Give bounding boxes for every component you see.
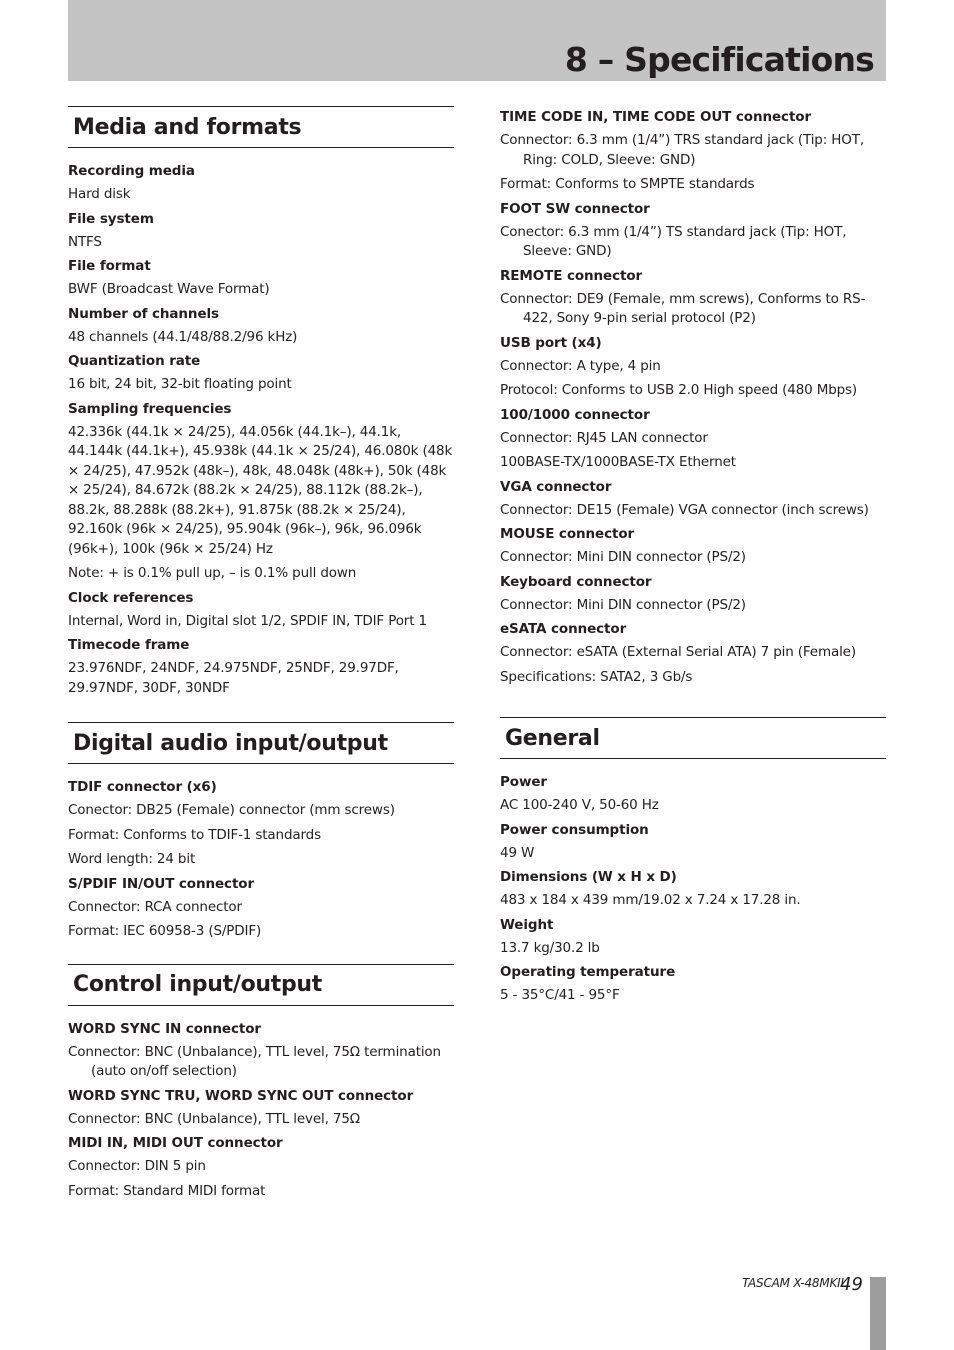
spec-label: Quantization rate <box>68 353 201 369</box>
spec-value: 49 W <box>500 844 535 861</box>
section-heading-box <box>68 106 454 148</box>
spec-value: Connector: BNC (Unbalance), TTL level, 75Ω <box>68 1110 360 1127</box>
spec-value: 16 bit, 24 bit, 32-bit floating point <box>68 376 292 392</box>
spec-value: Word length: 24 bit <box>68 851 196 867</box>
footer-tab-bar <box>870 1277 886 1350</box>
spec-value: Note: + is 0.1% pull up, – is 0.1% pull down <box>68 565 357 581</box>
spec-value: Connector: Mini DIN connector (PS/2) <box>500 549 746 565</box>
section-heading: General <box>505 725 600 751</box>
spec-value: Connector: 6.3 mm (1/4”) TRS standard jack (Tip: HOT, Ring: COLD, Sleeve: GND) <box>500 132 864 168</box>
spec-label: eSATA connector <box>500 621 627 637</box>
spec-label: S/PDIF IN/OUT connector <box>68 875 255 892</box>
spec-label: Clock references <box>68 589 194 606</box>
spec-label: Keyboard connector <box>500 573 652 590</box>
spec-label: Weight <box>500 916 554 933</box>
section-heading-box <box>500 717 886 759</box>
spec-label: WORD SYNC TRU, WORD SYNC OUT connector <box>68 1087 414 1104</box>
spec-label: VGA connector <box>500 478 612 495</box>
spec-label: Sampling frequencies <box>68 400 232 417</box>
spec-value: Format: Conforms to TDIF-1 standards <box>68 826 321 843</box>
spec-value: Hard disk <box>68 186 131 202</box>
spec-value: Protocol: Conforms to USB 2.0 High speed (480 Mbps) <box>500 382 858 398</box>
spec-value: 42.336k (44.1k × 24/25), 44.056k (44.1k–), 44.1k, 44.144k (44.1k+), 45.938k (44.1k × 25/24), 46.080k (48k × 24/25), 47.952k (48k–), 48k, 48.048k (48k+), 50k (48k × 25/24), 84.672k (88.2k × 24/25), 88.112k (88.2k–), 88.2k, 88.288k (88.2k+), 91.875k (88.2k × 25/24), 92.160k (96k × 24/25), 95.904k (96k–), 96k, 96.096k (96k+), 100k (96k × 25/24) Hz <box>68 423 453 557</box>
spec-value: 13.7 kg/30.2 lb <box>500 939 600 956</box>
chapter-header-band <box>68 0 886 81</box>
spec-label: File format <box>68 258 151 274</box>
spec-value: 5 - 35°C/41 - 95°F <box>500 987 620 1003</box>
spec-value: Connector: A type, 4 pin <box>500 357 661 374</box>
spec-label: Dimensions (W x H x D) <box>500 869 677 885</box>
spec-value: Format: Standard MIDI format <box>68 1182 266 1199</box>
section-control-io <box>68 964 454 1202</box>
spec-label: MIDI IN, MIDI OUT connector <box>68 1135 283 1151</box>
spec-label: Timecode frame <box>68 637 190 653</box>
section-heading: Media and formats <box>73 114 302 140</box>
left-column <box>68 106 454 1206</box>
spec-label: Power consumption <box>500 821 649 838</box>
spec-value: 23.976NDF, 24NDF, 24.975NDF, 25NDF, 29.97DF, 29.97NDF, 30DF, 30NDF <box>68 660 399 696</box>
spec-label: 100/1000 connector <box>500 406 650 423</box>
right-column <box>500 108 886 1011</box>
spec-value: 483 x 184 x 439 mm/19.02 x 7.24 x 17.28 in. <box>500 892 801 908</box>
spec-value: AC 100-240 V, 50-60 Hz <box>500 797 659 813</box>
spec-value: 48 channels (44.1/48/88.2/96 kHz) <box>68 328 298 345</box>
spec-value: Format: IEC 60958-3 (S/PDIF) <box>68 923 262 939</box>
spec-value: BWF (Broadcast Wave Format) <box>68 281 270 297</box>
section-heading-box <box>68 722 454 764</box>
spec-value: Connector: BNC (Unbalance), TTL level, 75Ω termination (auto on/off selection) <box>68 1043 441 1079</box>
spec-label: Recording media <box>68 163 195 179</box>
chapter-title: 8 – Specifications <box>564 40 874 79</box>
spec-label: File system <box>68 210 154 227</box>
spec-value: NTFS <box>68 233 102 250</box>
spec-value: Conector: DB25 (Female) connector (mm screws) <box>68 802 395 818</box>
spec-label: MOUSE connector <box>500 526 635 542</box>
section-connectors-continued <box>500 108 886 687</box>
section-heading: Digital audio input/output <box>73 730 388 756</box>
spec-value: Conector: 6.3 mm (1/4”) TS standard jack (Tip: HOT, Sleeve: GND) <box>500 223 847 259</box>
spec-label: FOOT SW connector <box>500 200 650 217</box>
section-media-and-formats <box>68 106 454 698</box>
section-heading: Control input/output <box>73 972 322 997</box>
spec-value: Internal, Word in, Digital slot 1/2, SPDIF IN, TDIF Port 1 <box>68 612 427 629</box>
spec-value: Specifications: SATA2, 3 Gb/s <box>500 668 693 685</box>
spec-value: Connector: DE15 (Female) VGA connector (inch screws) <box>500 501 869 518</box>
spec-value: Connector: RJ45 LAN connector <box>500 429 708 446</box>
spec-label: Operating temperature <box>500 964 676 980</box>
footer-brand: TASCAM X-48MKII <box>742 1276 844 1290</box>
spec-value: Connector: DE9 (Female, mm screws), Conforms to RS-422, Sony 9-pin serial protocol (P2) <box>500 290 866 326</box>
spec-label: TDIF connector (x6) <box>68 779 217 795</box>
spec-label: Power <box>500 774 547 790</box>
section-general <box>500 717 886 1006</box>
spec-value: 100BASE-TX/1000BASE-TX Ethernet <box>500 454 736 470</box>
spec-value: Connector: Mini DIN connector (PS/2) <box>500 596 746 613</box>
spec-label: WORD SYNC IN connector <box>68 1020 261 1037</box>
spec-label: REMOTE connector <box>500 267 643 284</box>
spec-label: USB port (x4) <box>500 334 602 351</box>
spec-value: Connector: DIN 5 pin <box>68 1158 206 1174</box>
page-number: 49 <box>840 1274 863 1295</box>
section-heading-box <box>68 964 454 1006</box>
spec-label: Number of channels <box>68 305 219 322</box>
spec-value: Format: Conforms to SMPTE standards <box>500 176 755 192</box>
spec-label: TIME CODE IN, TIME CODE OUT connector <box>500 109 812 125</box>
spec-value: Connector: eSATA (External Serial ATA) 7 pin (Female) <box>500 644 856 660</box>
spec-value: Connector: RCA connector <box>68 898 242 915</box>
section-digital-audio-io <box>68 722 454 942</box>
